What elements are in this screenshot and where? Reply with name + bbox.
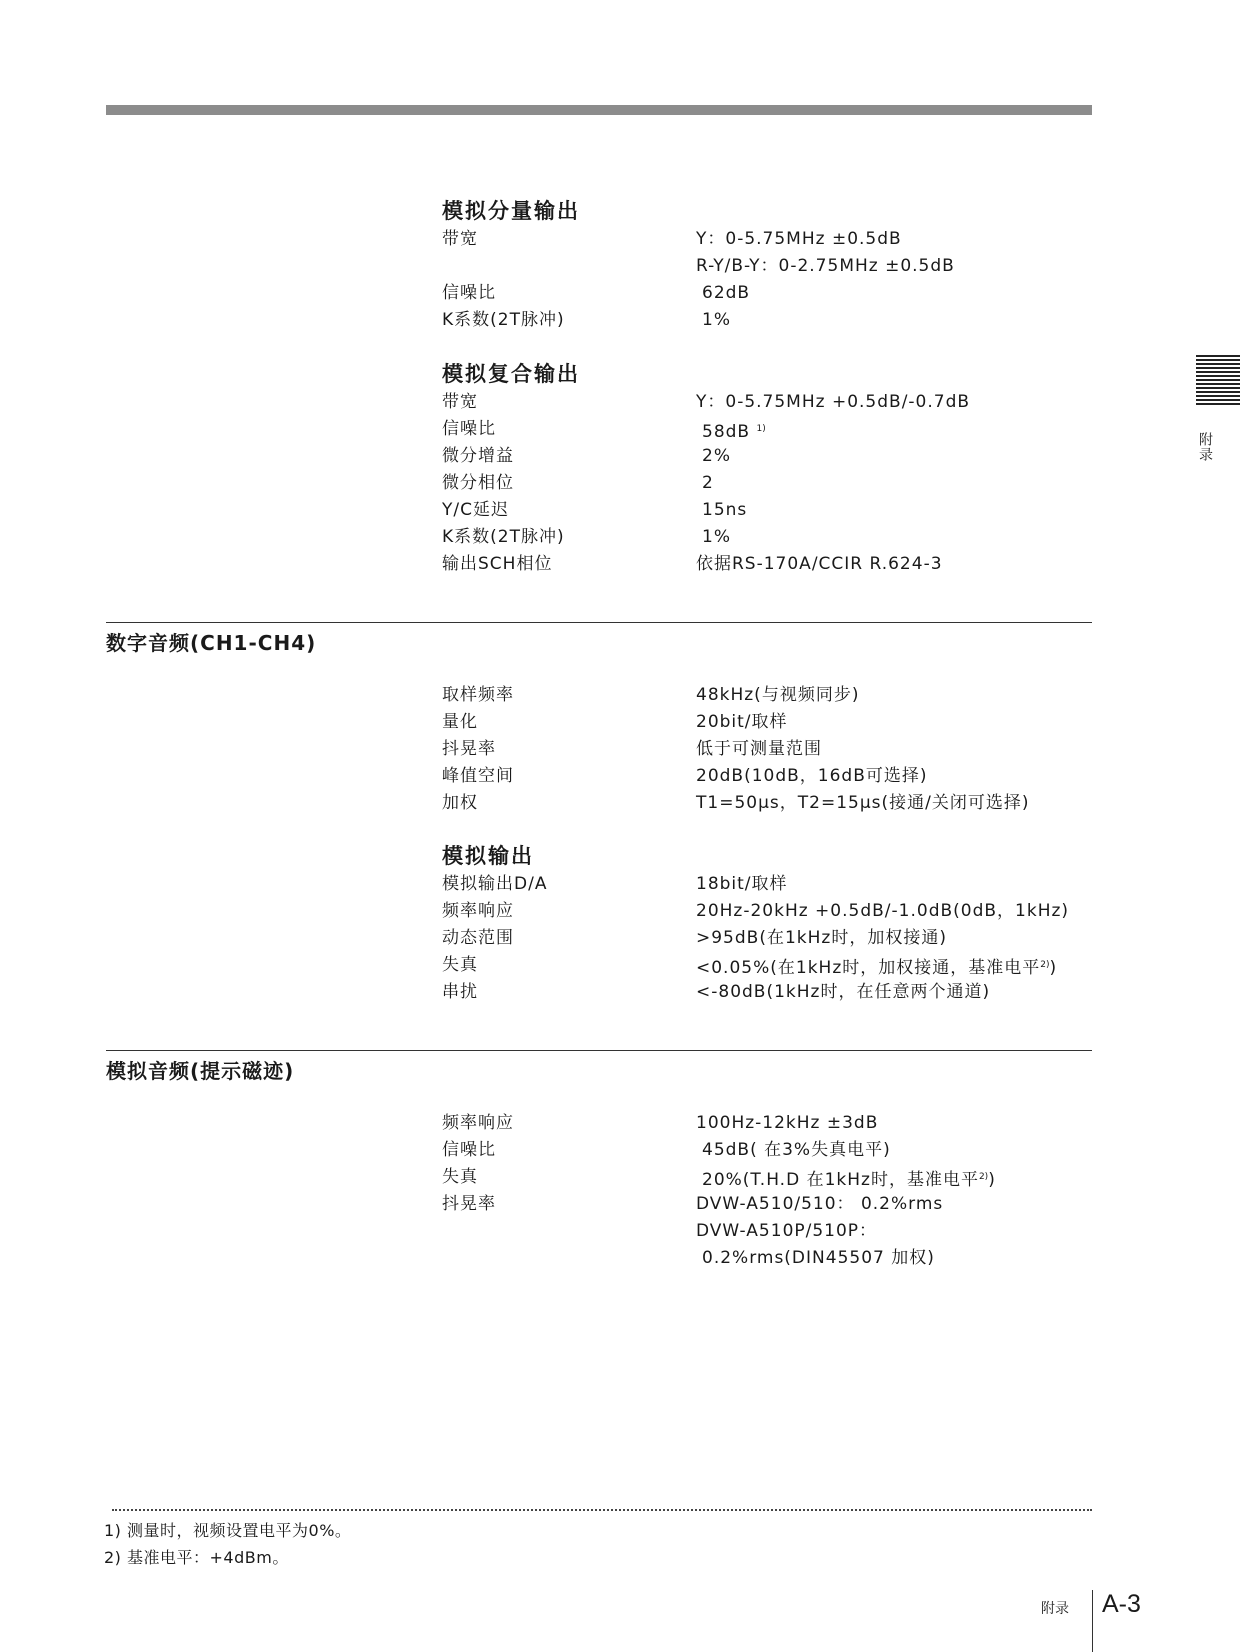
spec-row (442, 736, 1092, 763)
footnote-divider (112, 1509, 1092, 1511)
spec-value: 1% (702, 310, 731, 330)
spec-row (442, 470, 1092, 497)
spec-value: 2 (702, 473, 714, 493)
spec-label: 取样频率 (442, 685, 514, 705)
footer-section-label: 附录 (1041, 1601, 1069, 1617)
spec-label: 抖晃率 (442, 1194, 496, 1214)
spec-label: 量化 (442, 712, 478, 732)
subsection-title: 模拟分量输出 (442, 199, 580, 223)
spec-row (442, 682, 1092, 709)
spec-row (442, 1164, 1092, 1191)
section-tab-marker (1196, 355, 1240, 407)
spec-value: 100Hz-12kHz ±3dB (696, 1113, 879, 1133)
spec-label: 微分相位 (442, 473, 514, 493)
spec-row (442, 709, 1092, 736)
value-text: 20%(T.H.D 在1kHz时，基准电平 (702, 1170, 979, 1190)
spec-value: DVW-A510/510： 0.2%rms (696, 1194, 944, 1214)
spec-row (442, 280, 1092, 307)
spec-label: 失真 (442, 1167, 478, 1187)
spec-row (442, 871, 1092, 898)
footer-separator (1092, 1590, 1093, 1652)
spec-row (442, 253, 1092, 280)
spec-label: K系数(2T脉冲) (442, 310, 565, 330)
spec-value: 2% (702, 446, 731, 466)
spec-row (442, 1245, 1092, 1272)
value-tail: ) (988, 1170, 996, 1190)
spec-label: 频率响应 (442, 1113, 514, 1133)
spec-value: 20bit/取样 (696, 712, 788, 732)
header-bar (106, 105, 1092, 115)
spec-row (442, 979, 1092, 1006)
analog-component-block (442, 196, 1092, 334)
spec-row (442, 497, 1092, 524)
spec-label: 输出SCH相位 (442, 554, 553, 574)
spec-value (696, 952, 1057, 982)
tab-stripes (1196, 355, 1240, 407)
spec-label: 带宽 (442, 229, 478, 249)
spec-row (442, 1218, 1092, 1245)
spec-value: 45dB( 在3%失真电平) (702, 1140, 891, 1160)
spec-label: 信噪比 (442, 1140, 496, 1160)
spec-value: 48kHz(与视频同步) (696, 685, 860, 705)
spec-value: R-Y/B-Y：0-2.75MHz ±0.5dB (696, 256, 955, 276)
value-tail: ) (1049, 958, 1058, 978)
spec-value: 低于可测量范围 (696, 739, 822, 759)
subsection-title: 模拟复合输出 (442, 362, 580, 386)
spec-row (442, 1137, 1092, 1164)
digital-audio-block (442, 682, 1092, 817)
spec-label: 信噪比 (442, 419, 496, 439)
spec-value: 依据RS-170A/CCIR R.624-3 (696, 554, 943, 574)
spec-row (442, 952, 1092, 979)
spec-label: 串扰 (442, 982, 478, 1002)
spec-value: T1=50μs，T2=15μs(接通/关闭可选择) (696, 793, 1030, 813)
cue-audio-block (442, 1110, 1092, 1272)
spec-label: 微分增益 (442, 446, 514, 466)
footnote-ref: 2) (1040, 960, 1050, 970)
spec-row (442, 925, 1092, 952)
analog-composite-block (442, 359, 1092, 578)
spec-value (702, 1164, 996, 1194)
footnote-ref: 1) (756, 424, 766, 434)
spec-label: 模拟输出D/A (442, 874, 548, 894)
section-divider (106, 622, 1092, 623)
spec-value: 20dB(10dB，16dB可选择) (696, 766, 928, 786)
spec-label: 动态范围 (442, 928, 514, 948)
spec-label: 失真 (442, 955, 478, 975)
spec-row (442, 551, 1092, 578)
spec-label: 加权 (442, 793, 478, 813)
spec-value: <-80dB(1kHz时，在任意两个通道) (696, 982, 991, 1002)
spec-row (442, 898, 1092, 925)
spec-row (442, 307, 1092, 334)
spec-label: 信噪比 (442, 283, 496, 303)
spec-row (442, 389, 1092, 416)
spec-value: DVW-A510P/510P： (696, 1221, 878, 1241)
section-divider (106, 1050, 1092, 1051)
spec-value: 15ns (702, 500, 748, 520)
section-title-digital-audio: 数字音频(CH1-CH4) (106, 631, 317, 655)
spec-value: 18bit/取样 (696, 874, 788, 894)
spec-value: Y：0-5.75MHz +0.5dB/-0.7dB (696, 392, 971, 412)
spec-value: 1% (702, 527, 731, 547)
spec-row (442, 790, 1092, 817)
spec-row (442, 226, 1092, 253)
spec-row (442, 443, 1092, 470)
spec-value: Y：0-5.75MHz ±0.5dB (696, 229, 902, 249)
subsection-title: 模拟输出 (442, 844, 534, 868)
spec-row (442, 1191, 1092, 1218)
spec-value (702, 416, 766, 446)
value-text: 58dB (702, 422, 751, 442)
spec-value: 0.2%rms(DIN45507 加权) (702, 1248, 935, 1268)
page-number: A-3 (1102, 1590, 1141, 1618)
spec-row (442, 524, 1092, 551)
spec-row (442, 1110, 1092, 1137)
spec-label: K系数(2T脉冲) (442, 527, 565, 547)
value-text: <0.05%(在1kHz时，加权接通，基准电平 (696, 958, 1041, 978)
footnote-ref: 2) (978, 1172, 989, 1182)
spec-label: 抖晃率 (442, 739, 496, 759)
spec-row (442, 416, 1092, 443)
footnote-2: 2) 基准电平：+4dBm。 (104, 1548, 289, 1567)
spec-value: >95dB(在1kHz时，加权接通) (696, 928, 947, 948)
section-title-cue-audio: 模拟音频(提示磁迹) (106, 1059, 295, 1083)
spec-row (442, 763, 1092, 790)
analog-output-block (442, 841, 1092, 1006)
footnote-1: 1) 测量时，视频设置电平为0%。 (104, 1521, 352, 1540)
spec-value: 20Hz-20kHz +0.5dB/-1.0dB(0dB，1kHz) (696, 901, 1070, 921)
spec-label: 带宽 (442, 392, 478, 412)
spec-label: Y/C延迟 (442, 500, 509, 520)
spec-label: 频率响应 (442, 901, 514, 921)
side-tab-label: 附录 (1197, 432, 1213, 462)
spec-label: 峰值空间 (442, 766, 514, 786)
spec-value: 62dB (702, 283, 751, 303)
